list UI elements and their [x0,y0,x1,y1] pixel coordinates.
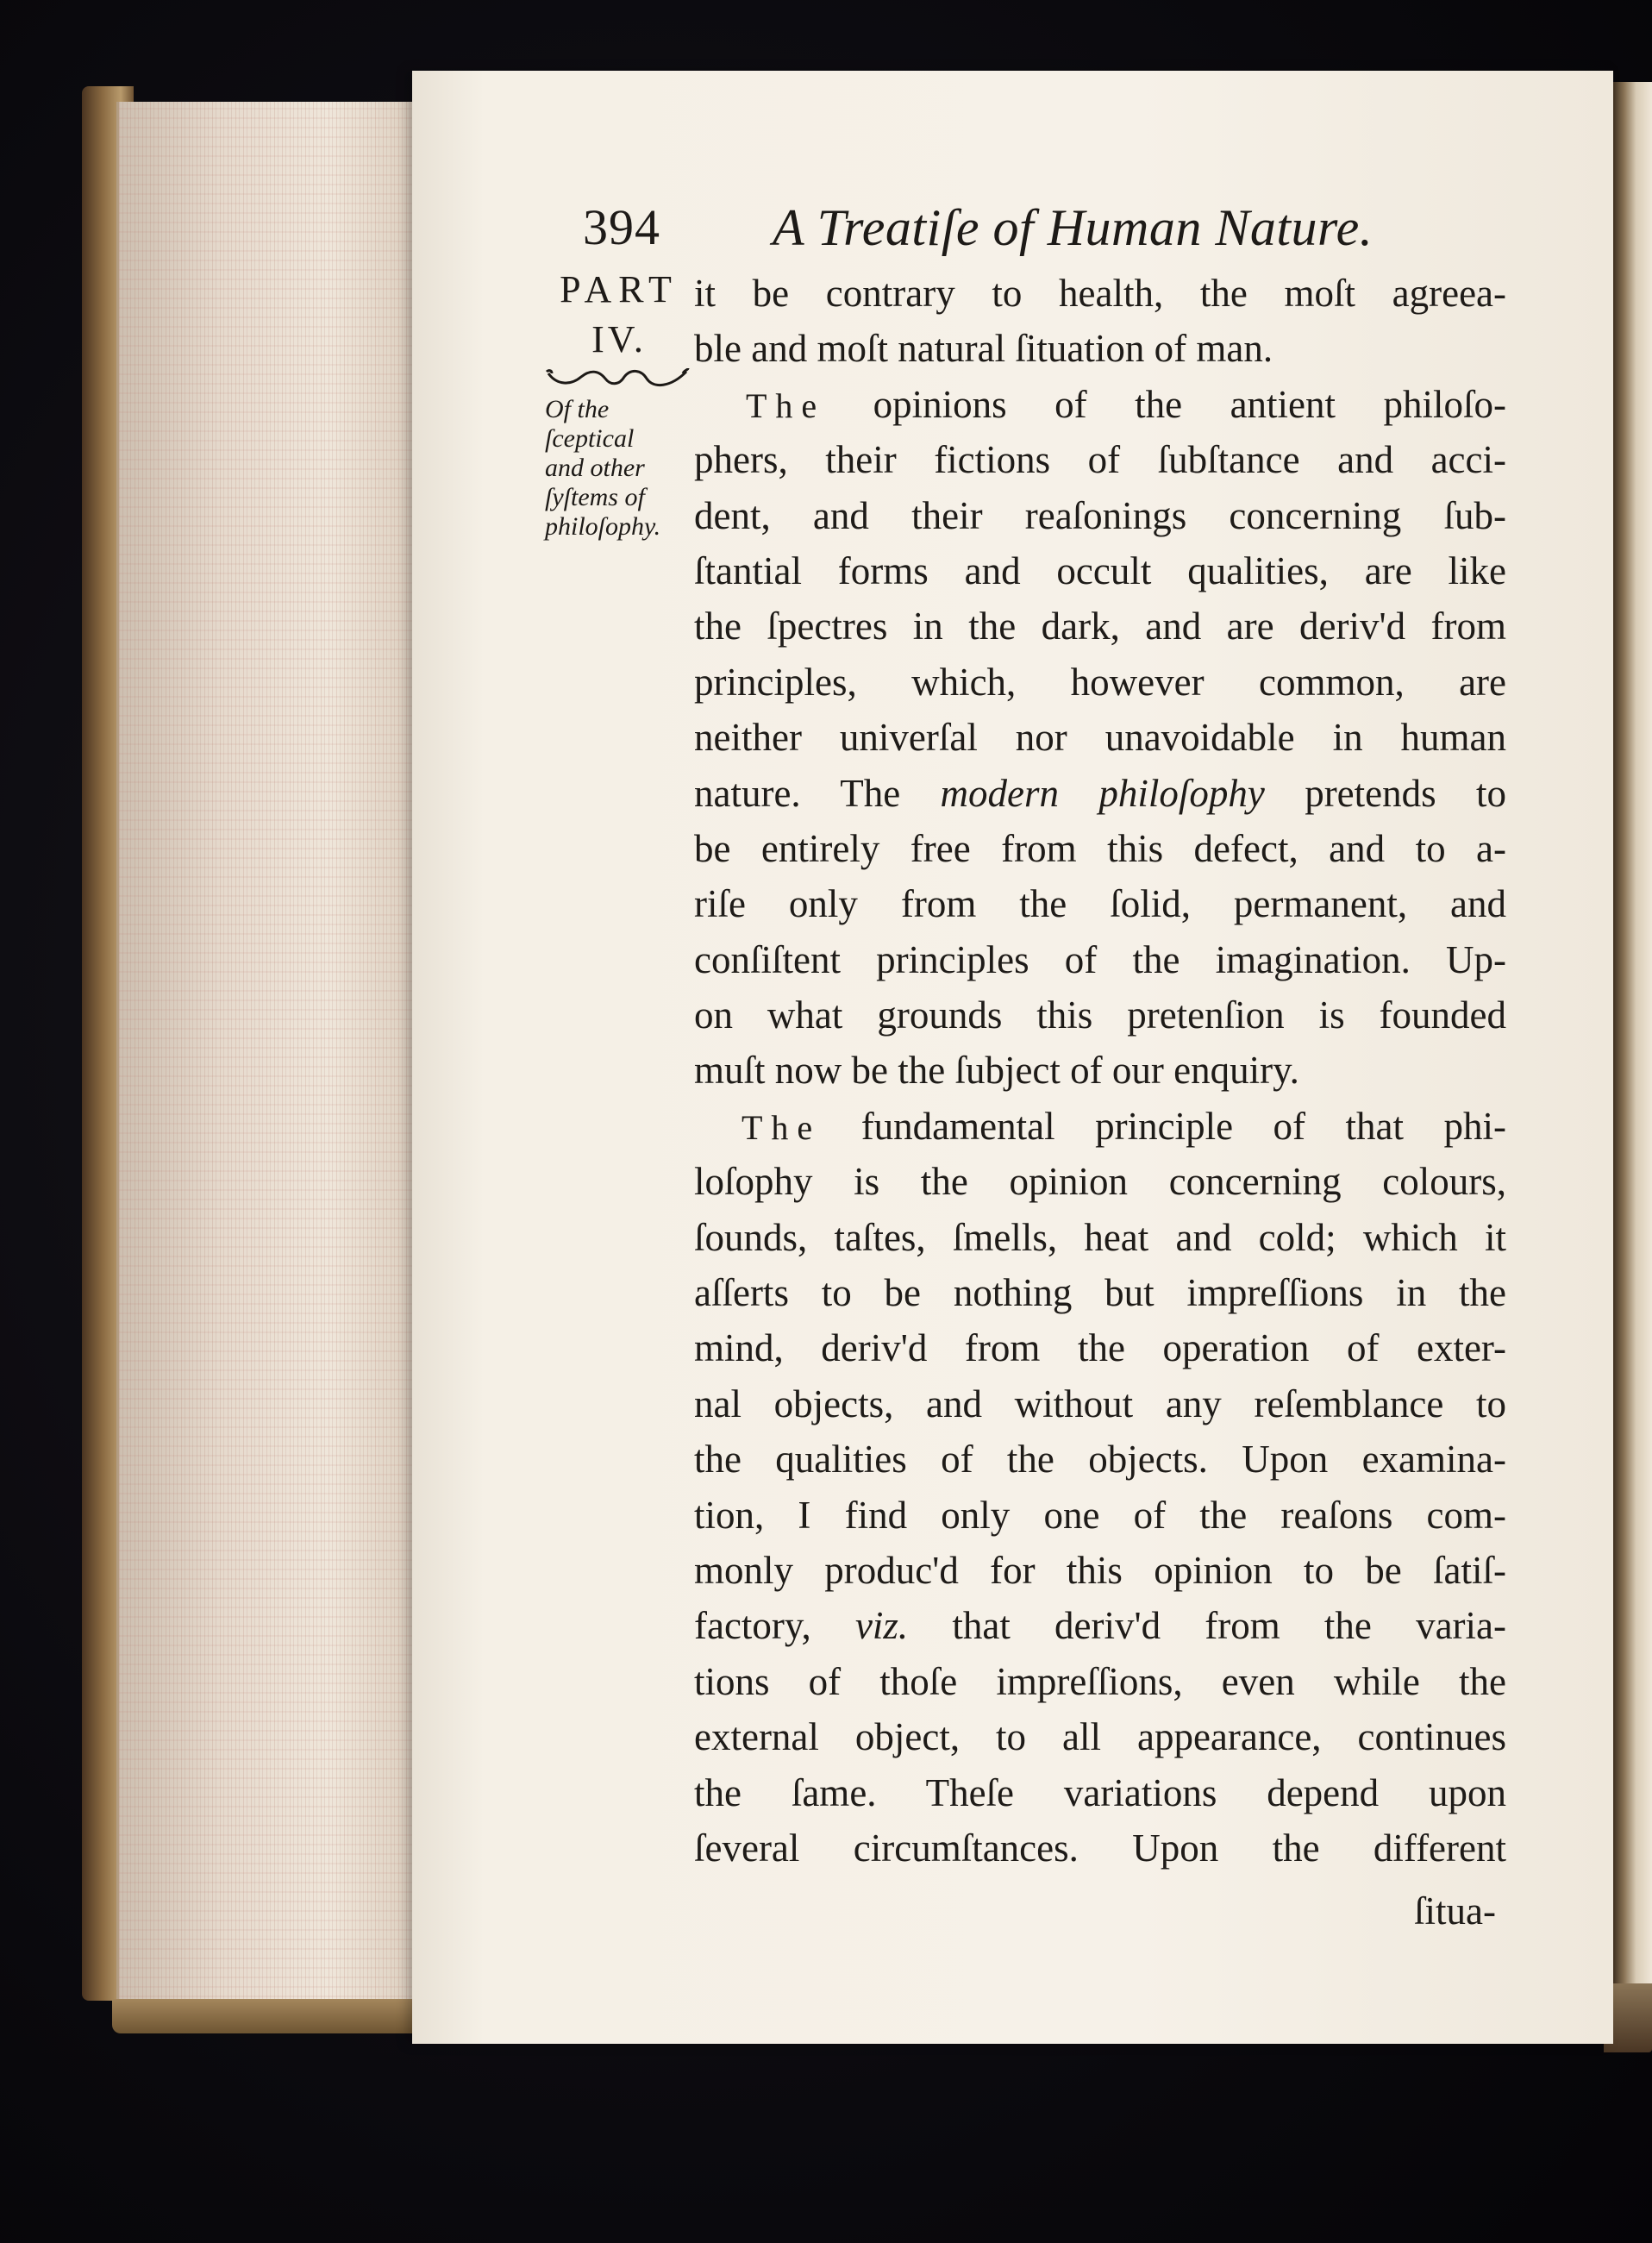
line-text: opinions of the antient philoſo- [825,382,1506,426]
text-line: tions of thoſe impreſſions, even while the [694,1659,1506,1703]
line-text: factory, [694,1604,855,1648]
facing-page-edge [1612,82,1652,2039]
text-line: ſounds, taſtes, ſmells, heat and cold; which it [694,1215,1506,1259]
text-line: tion, I find only one of the reaſons com- [694,1493,1506,1537]
text-line: loſophy is the opinion concerning colours, [694,1160,1506,1204]
text-line [694,1598,1506,1653]
part-word: PART [560,268,679,310]
marginal-note [545,395,691,542]
line-text: pretends to [1264,771,1506,815]
catchword: ſitua- [1414,1889,1496,1933]
italic-phrase: modern philoſophy [940,771,1265,815]
small-caps-lead: The [746,385,826,425]
part-label [541,267,697,367]
text-line: nal objects, and without any reſemblance to [694,1382,1506,1425]
book-spine-bottom [112,1999,422,2033]
part-number: IV. [591,318,647,360]
text-line: ſeveral circumſtances. Upon the different [694,1826,1506,1870]
marginal-note-line: philoſophy. [545,512,661,541]
small-caps-lead: The [742,1107,822,1147]
text-line: mind, deriv'd from the operation of exter- [694,1326,1506,1370]
marginal-note-line: ſceptical [545,424,635,453]
text-line: principles, which, however common, are [694,660,1506,704]
marginal-note-line: ſyſtems of [545,483,645,511]
page-header [583,198,1514,259]
text-line [694,1099,1506,1154]
page-number: 394 [583,199,660,255]
page-block-edge [116,102,421,2016]
text-line [694,377,1506,432]
text-line: external object, to all appearance, continues [694,1715,1506,1759]
text-line: ble and moſt natural ſituation of man. [694,327,1273,371]
text-line: muſt now be the ſubject of our enquiry. [694,1049,1299,1093]
text-line: aſſerts to be nothing but impreſſions in the [694,1271,1506,1315]
body-text [694,266,1506,1876]
text-line: conſiſtent principles of the imagination. Up- [694,937,1506,981]
swash-ornament [545,367,690,392]
text-line: the qualities of the objects. Upon examina- [694,1438,1506,1482]
text-line: neither univerſal nor unavoidable in human [694,716,1506,760]
italic-phrase: viz. [854,1604,909,1648]
text-line: the ſpectres in the dark, and are deriv'd from [694,605,1506,648]
line-text: nature. The [694,771,941,815]
text-line: monly produc'd for this opinion to be ſatiſ- [694,1548,1506,1592]
text-line: be entirely free from this defect, and to a- [694,826,1506,870]
text-line: dent, and their reaſonings concerning ſub- [694,493,1506,537]
text-line: the ſame. Theſe variations depend upon [694,1770,1506,1814]
text-line: it be contrary to health, the moſt agreea- [694,272,1506,315]
text-line [694,766,1506,821]
text-line: on what grounds this pretenſion is founded [694,993,1506,1037]
line-text: that deriv'd from the varia- [908,1604,1507,1648]
text-line: phers, their fictions of ſubſtance and acci- [694,438,1506,482]
text-line: ſtantial forms and occult qualities, are like [694,548,1506,592]
marginal-note-line: and other [545,454,645,482]
line-text: fundamental principle of that phi- [821,1104,1506,1148]
marginal-note-line: Of the [545,395,610,423]
running-title: A Treatiſe of Human Nature. [773,199,1374,256]
text-line: riſe only from the ſolid, permanent, and [694,882,1506,926]
